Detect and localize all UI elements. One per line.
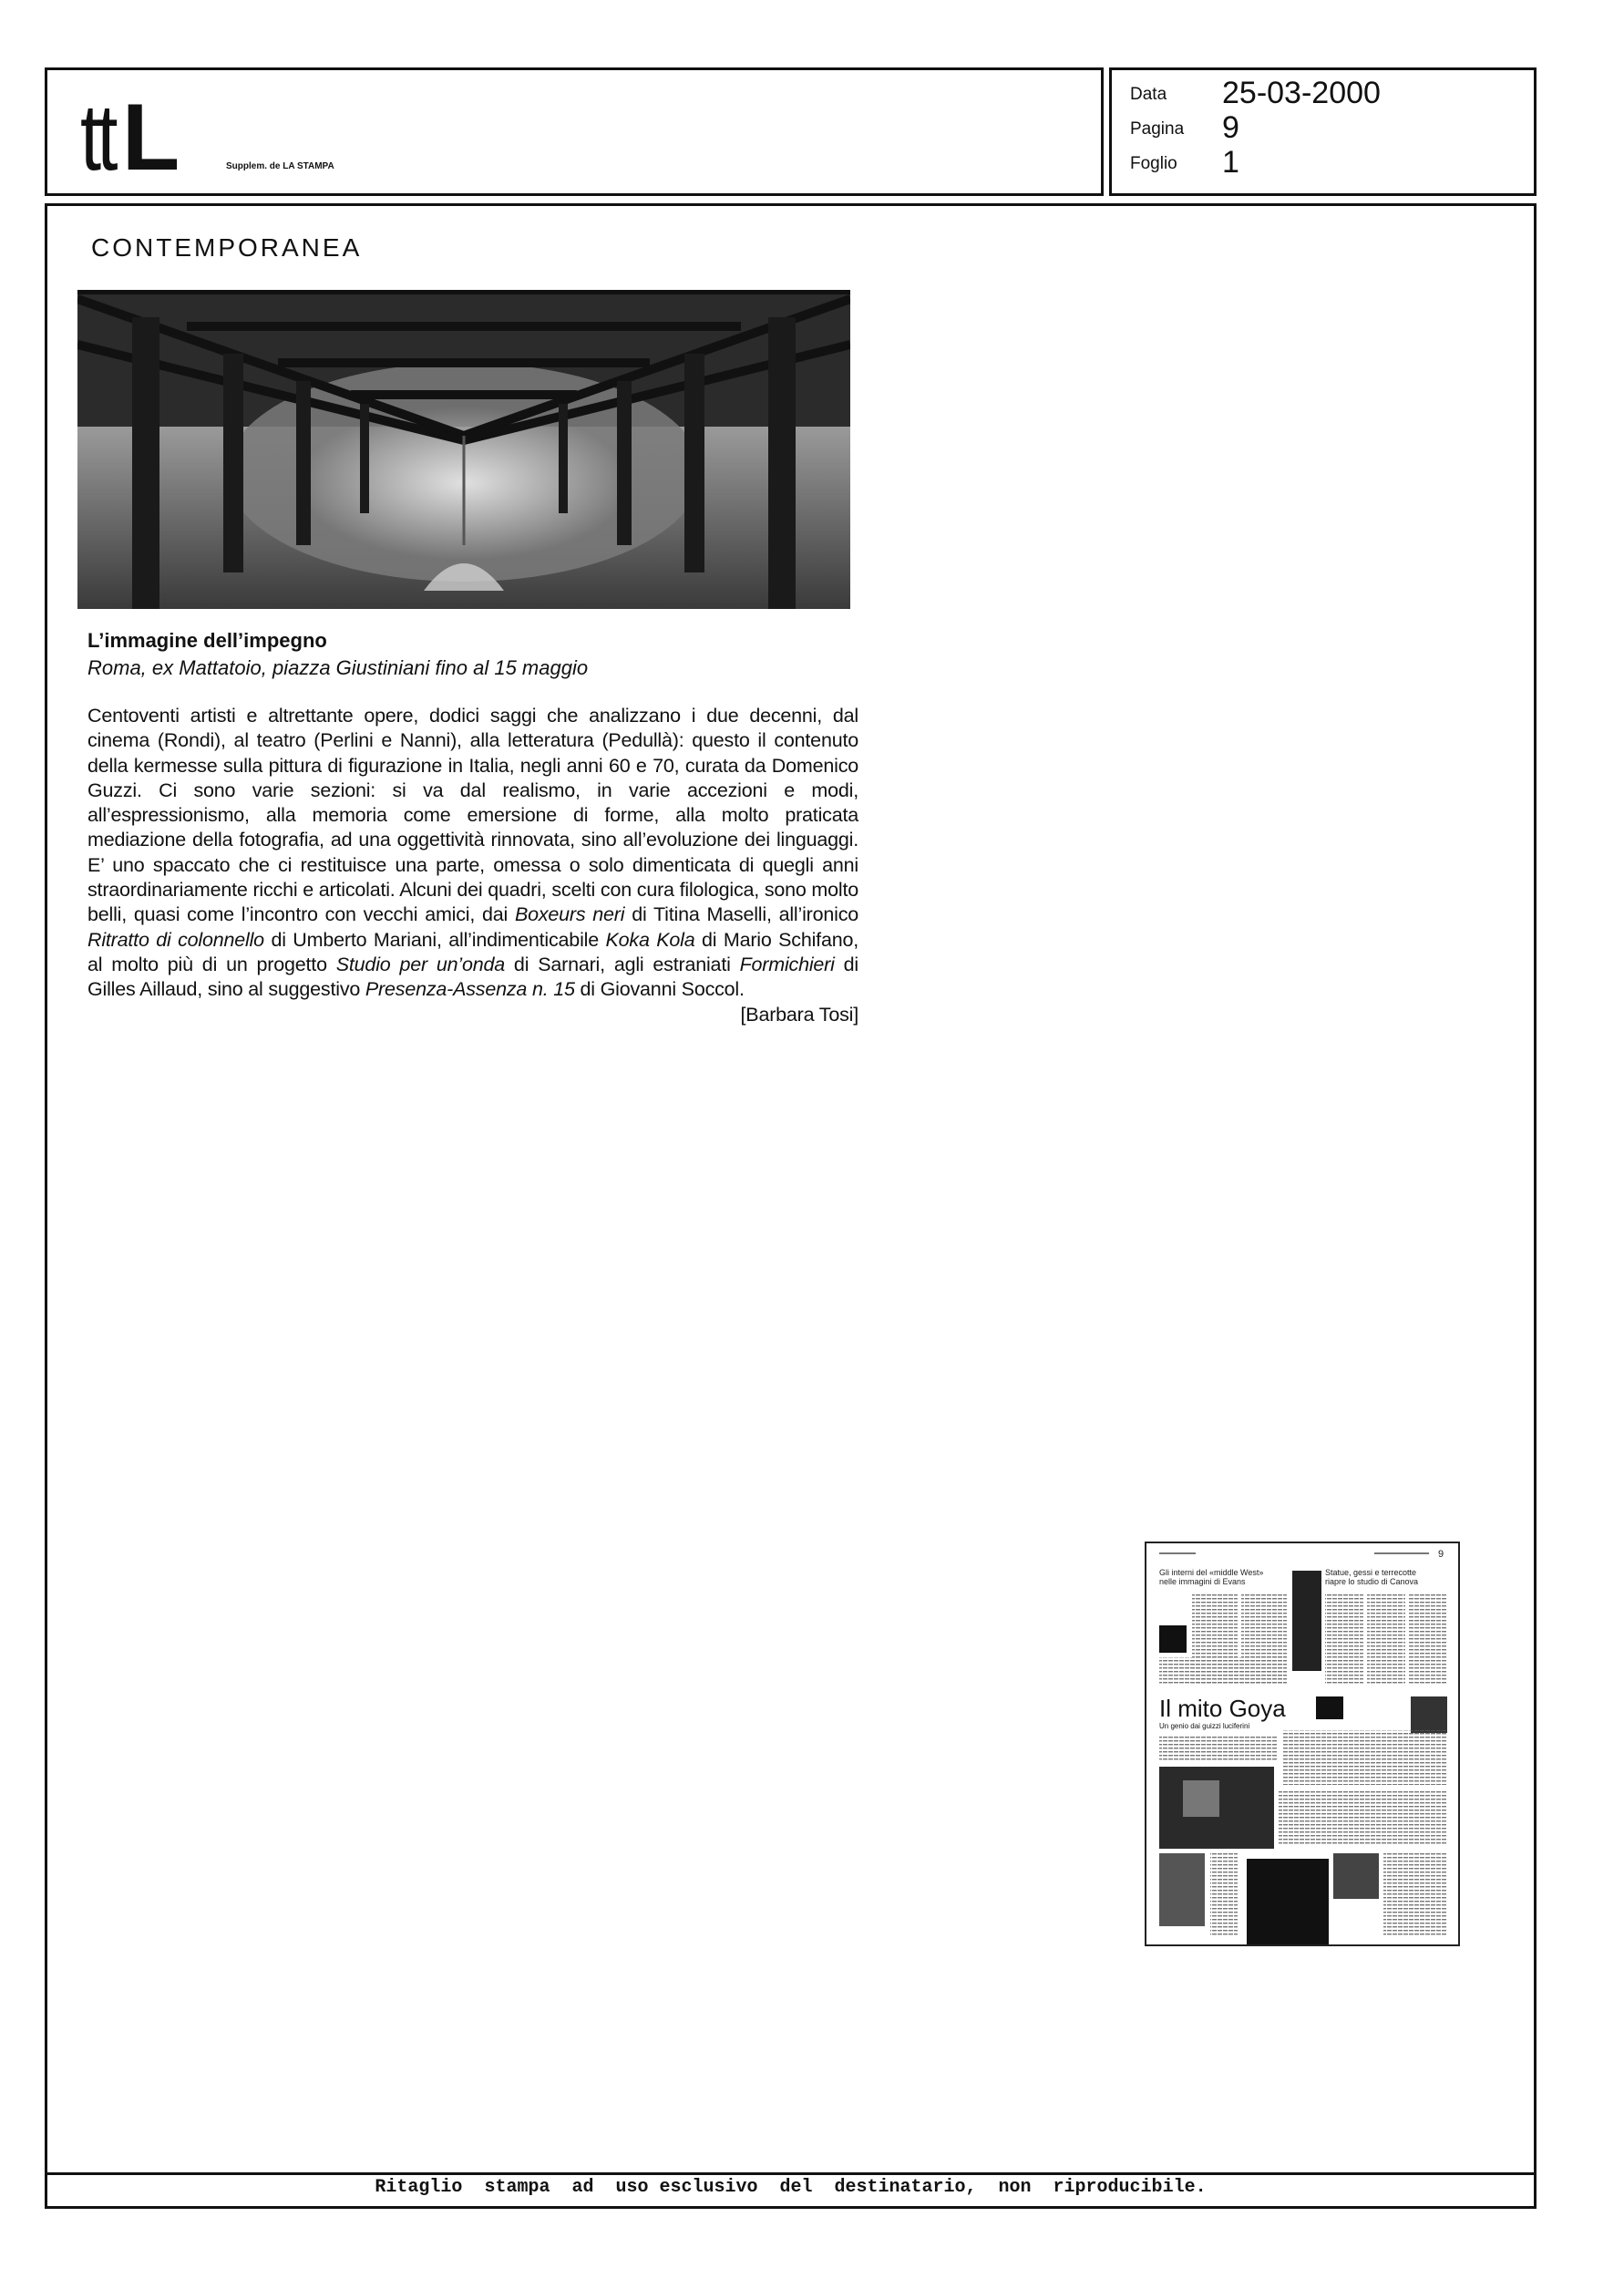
meta-label-pagina: Pagina (1130, 119, 1185, 139)
clipping-frame (45, 203, 1537, 2175)
body-text: di Umberto Mariani, all’indimenticabile (263, 928, 606, 951)
svg-text:Statue, gessi e terrecotte: Statue, gessi e terrecotte (1325, 1568, 1417, 1577)
artwork-title: Studio per un’onda (335, 953, 505, 975)
metadata-box (1109, 67, 1537, 196)
section-heading: CONTEMPORANEA (91, 233, 363, 262)
meta-label-data: Data (1130, 85, 1167, 104)
artwork-title: Formichieri (739, 953, 835, 975)
body-text: di Sarnari, agli estraniati (505, 953, 740, 975)
meta-label-foglio: Foglio (1130, 154, 1177, 173)
reproduction-notice: Ritaglio stampa ad uso esclusivo del destinatario, non riproducibile. (375, 2177, 1207, 2198)
body-text: di Giovanni Soccol. (574, 978, 745, 1001)
svg-text:riapre lo studio di Canova: riapre lo studio di Canova (1325, 1577, 1419, 1586)
footer-box (45, 2175, 1537, 2209)
artwork-title: Koka Kola (605, 928, 695, 951)
masthead-box (45, 67, 1104, 196)
body-text: Centoventi artisti e altrettante opere, dodici saggi che analizzano i due decenni, dal cinema (Rondi), al teatro (Perlini e Nanni), alla letteratura (Pedullà): questo il contenuto della kermesse sulla pittura di figurazione in Italia, negli anni 60 e 70, curata da Domenico Guzzi. Ci sono varie sezioni: si va dal realismo, in varie accezioni e modi, all’espressionismo, alla memoria come emersione di forme, alla molto praticata mediazione della fotografia, ad una oggettività rinnovata, sino all’evoluzione dei linguaggi. E’ uno spaccato che ci restituisce una parte, omessa o solo dimenticata di quegli anni straordinariamente ricchi e articolati. Alcuni dei quadri, scelti con cura filologica, sono molto belli, quasi come l’incontro con vecchi amici, dai (87, 705, 858, 926)
ttl-logo: ttL (80, 85, 175, 191)
svg-text:Gli interni del «middle West»: Gli interni del «middle West» (1159, 1568, 1264, 1577)
meta-value-pagina: 9 (1222, 110, 1239, 145)
article-title: L’immagine dell’impegno (87, 629, 327, 652)
meta-value-foglio: 1 (1222, 145, 1239, 180)
article-body (87, 704, 858, 1027)
page-thumbnail (1145, 1542, 1460, 1946)
artwork-title: Presenza-Assenza n. 15 (365, 978, 575, 1001)
svg-text:nelle immagini di Evans: nelle immagini di Evans (1159, 1577, 1246, 1586)
artwork-title: Boxeurs neri (514, 903, 625, 926)
thumb-main-title: Il mito Goya (1159, 1695, 1286, 1722)
supplement-label: Supplem. de LA STAMPA (226, 161, 334, 171)
body-text: di Titina Maselli, all’ironico (624, 903, 858, 926)
body-text: di Mario Schifano, al molto più di un progetto (87, 928, 859, 975)
author-byline: [Barbara Tosi] (740, 1003, 858, 1026)
article-subtitle: Roma, ex Mattatoio, piazza Giustiniani fino al 15 maggio (87, 656, 589, 679)
artwork-title: Ritratto di colonnello (87, 928, 264, 951)
thumb-page-number: 9 (1438, 1549, 1444, 1560)
thumb-main-subtitle: Un genio dai guizzi luciferini (1159, 1722, 1250, 1730)
exhibition-photo (77, 290, 850, 609)
body-text: di Gilles Aillaud, sino al suggestivo (87, 953, 859, 1001)
meta-value-data: 25-03-2000 (1222, 76, 1381, 110)
